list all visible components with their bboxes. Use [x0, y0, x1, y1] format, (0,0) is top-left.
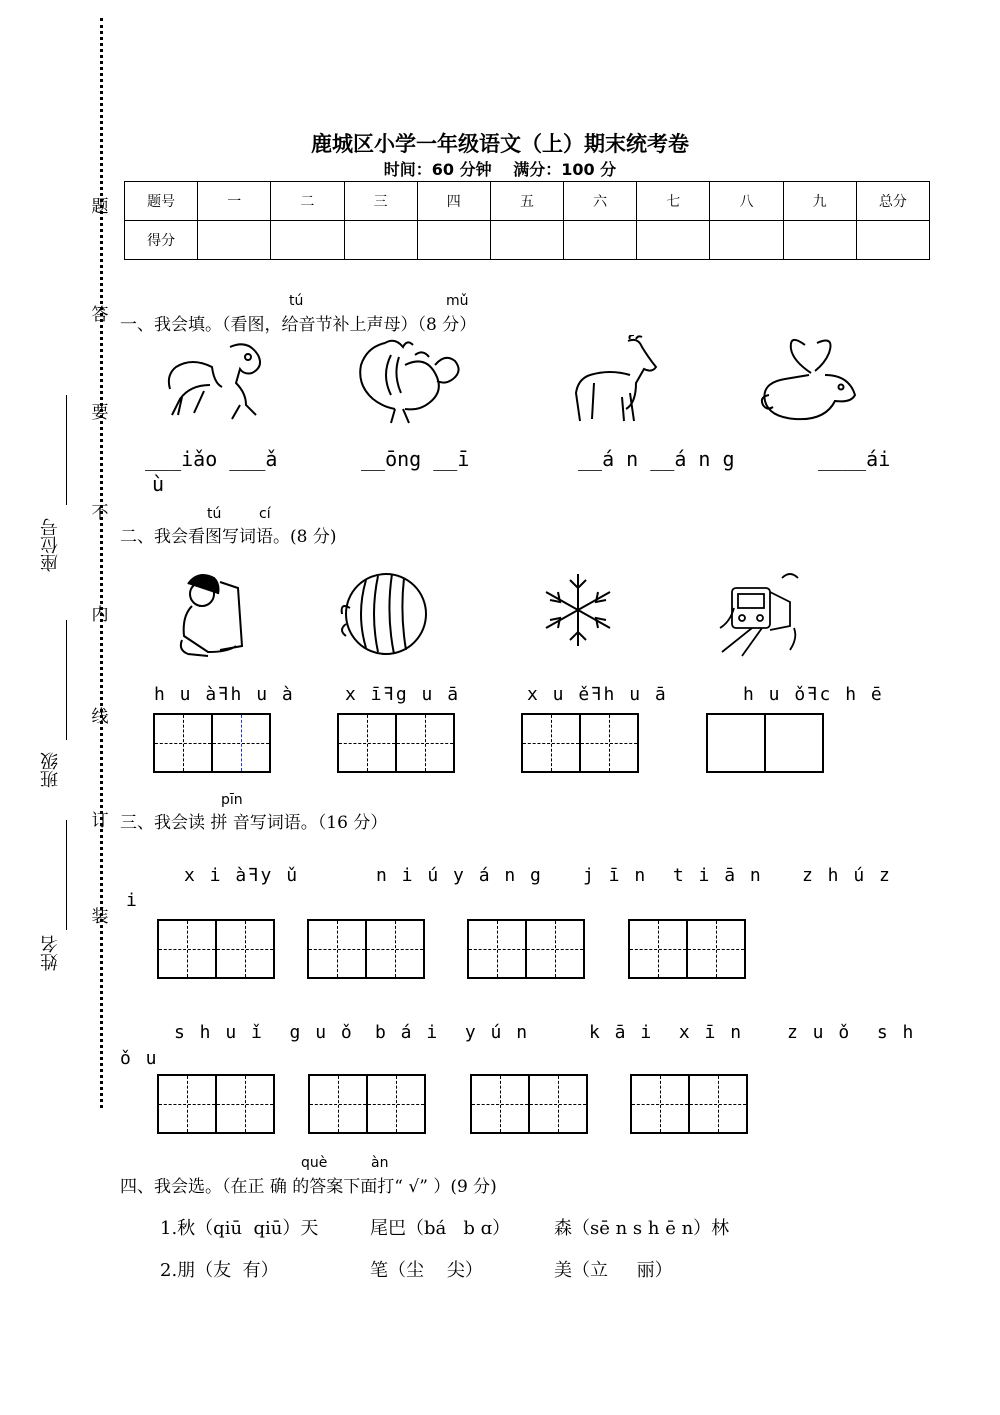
binding-char: 线: [91, 707, 109, 727]
choice-item[interactable]: 美（立 丽）: [554, 1260, 673, 1281]
score-header-cell: 五: [490, 182, 563, 221]
grid-cell[interactable]: [523, 715, 581, 771]
score-cell[interactable]: [344, 221, 417, 260]
watermelon-illustration: [336, 568, 428, 660]
score-cell[interactable]: [637, 221, 710, 260]
grid-cell[interactable]: [159, 1076, 217, 1132]
score-cell[interactable]: [417, 221, 490, 260]
choice-item[interactable]: 2.朋（友 有）: [160, 1260, 279, 1281]
blank-answer[interactable]: ____ái: [818, 447, 891, 471]
writing-grid[interactable]: [153, 713, 271, 773]
binding-char: 订: [91, 811, 109, 831]
score-header-cell: 题号: [125, 182, 198, 221]
score-header-cell: 八: [710, 182, 783, 221]
grid-cell[interactable]: [688, 921, 744, 977]
section3-title: 三、我会读 拼 音写词语。（16 分）: [120, 813, 388, 833]
child-drawing-illustration: [170, 570, 250, 660]
grid-cell[interactable]: [690, 1076, 746, 1132]
class-label: 班级: [40, 752, 61, 788]
goat-illustration: [570, 335, 665, 425]
writing-grid[interactable]: [706, 713, 824, 773]
binding-char: 装: [91, 907, 109, 927]
blank-answer[interactable]: __á n __á n g: [578, 447, 735, 471]
pinyin-prompt: h u ǒꟻc h ē: [743, 684, 884, 705]
grid-cell[interactable]: [310, 1076, 368, 1132]
writing-grid[interactable]: [470, 1074, 588, 1134]
pinyin-overflow: ǒ u: [120, 1048, 159, 1069]
pinyin-prompt: z h ú z: [802, 865, 892, 886]
grid-cell[interactable]: [766, 715, 822, 771]
score-cell[interactable]: [710, 221, 783, 260]
score-cell[interactable]: [783, 221, 856, 260]
writing-grid[interactable]: [467, 919, 585, 979]
writing-grid[interactable]: [157, 1074, 275, 1134]
score-cell[interactable]: [564, 221, 637, 260]
seat-line: [66, 395, 67, 505]
writing-grid[interactable]: [307, 919, 425, 979]
score-header-cell: 一: [198, 182, 271, 221]
grid-cell[interactable]: [159, 921, 217, 977]
score-cell[interactable]: [490, 221, 563, 260]
pinyin-prompt: x īꟻg u ā: [345, 684, 461, 705]
grid-cell[interactable]: [527, 921, 583, 977]
horse-illustration: [160, 335, 275, 425]
pinyin-prompt: x u ěꟻh u ā: [527, 684, 668, 705]
grid-cell[interactable]: [472, 1076, 530, 1132]
score-table: [124, 181, 930, 260]
grid-cell[interactable]: [581, 715, 637, 771]
binding-char: 不: [91, 503, 109, 523]
snowflake-illustration: [538, 570, 618, 650]
score-header-cell: 二: [271, 182, 344, 221]
score-header-cell: 三: [344, 182, 417, 221]
grid-cell[interactable]: [368, 1076, 424, 1132]
binding-char: 内: [91, 605, 109, 625]
grid-cell[interactable]: [530, 1076, 586, 1132]
ruby-pinyin: mǔ: [446, 293, 469, 309]
grid-cell[interactable]: [339, 715, 397, 771]
pinyin-prompt: z u ǒ s h: [787, 1022, 916, 1043]
blank-answer[interactable]: __ōng __ī: [361, 447, 470, 471]
ruby-pinyin: tú: [207, 506, 222, 522]
score-cell[interactable]: [856, 221, 929, 260]
name-label: 姓名: [40, 935, 61, 971]
pinyin-prompt: b á i y ú n: [375, 1022, 530, 1043]
ruby-pinyin: pīn: [221, 792, 243, 808]
binding-dotted-line: [100, 18, 103, 1108]
choice-item[interactable]: 尾巴（bá b ɑ）: [370, 1218, 511, 1239]
rabbit-illustration: [755, 335, 865, 425]
pinyin-prompt: n i ú y á n g: [376, 865, 543, 886]
grid-cell[interactable]: [469, 921, 527, 977]
section1-title: 一、我会填。（看图，给音节补上声母）（8 分）: [120, 315, 477, 335]
score-header-cell: 四: [417, 182, 490, 221]
writing-grid[interactable]: [337, 713, 455, 773]
pinyin-prompt: h u àꟻh u à: [154, 684, 295, 705]
writing-grid[interactable]: [521, 713, 639, 773]
section4-title: 四、我会选。（在正 确 的答案下面打“ √” ）(9 分): [120, 1177, 497, 1197]
name-line: [66, 820, 67, 930]
score-header-cell: 九: [783, 182, 856, 221]
binding-char: 题: [91, 197, 109, 217]
choice-item[interactable]: 1.秋（qiū qiū）天: [160, 1218, 319, 1239]
blank-answer-overflow: ù: [152, 472, 165, 496]
ruby-pinyin: tú: [289, 293, 304, 309]
writing-grid[interactable]: [630, 1074, 748, 1134]
rooster-illustration: [355, 335, 470, 425]
class-line: [66, 620, 67, 740]
writing-grid[interactable]: [628, 919, 746, 979]
grid-cell[interactable]: [217, 921, 273, 977]
score-header-cell: 六: [564, 182, 637, 221]
grid-cell[interactable]: [217, 1076, 273, 1132]
grid-cell[interactable]: [309, 921, 367, 977]
writing-grid[interactable]: [308, 1074, 426, 1134]
grid-cell[interactable]: [632, 1076, 690, 1132]
score-row-label: 得分: [125, 221, 198, 260]
page-title: 鹿城区小学一年级语文（上）期末统考卷: [311, 132, 689, 156]
score-cell[interactable]: [198, 221, 271, 260]
ruby-pinyin: cí: [259, 506, 271, 522]
writing-grid[interactable]: [157, 919, 275, 979]
score-header-cell: 七: [637, 182, 710, 221]
ruby-pinyin: àn: [371, 1155, 389, 1171]
pinyin-prompt: k ā i x ī n: [589, 1022, 744, 1043]
blank-answer[interactable]: ___iǎo ___ǎ: [145, 447, 278, 471]
score-header-row: [125, 182, 930, 221]
grid-cell[interactable]: [367, 921, 423, 977]
section2-title: 二、我会看图写词语。(8 分): [120, 527, 337, 547]
grid-cell[interactable]: [630, 921, 688, 977]
pinyin-overflow: i: [126, 890, 139, 911]
train-illustration: [712, 568, 802, 658]
grid-cell[interactable]: [213, 715, 269, 771]
score-row: [125, 221, 930, 260]
pinyin-prompt: x i àꟻy ǔ: [184, 865, 300, 886]
choice-item[interactable]: 森（sē n s h ē n）林: [554, 1218, 730, 1239]
pinyin-prompt: j ī n t i ā n: [583, 865, 763, 886]
pinyin-prompt: s h u ǐ g u ǒ: [174, 1022, 354, 1043]
grid-cell[interactable]: [155, 715, 213, 771]
ruby-pinyin: què: [301, 1155, 328, 1171]
binding-char: 答: [91, 305, 109, 325]
seat-label: 座位号: [40, 518, 61, 572]
grid-cell[interactable]: [397, 715, 453, 771]
page-subtitle: 时间：60 分钟 满分：100 分: [383, 160, 617, 179]
binding-char: 要: [91, 403, 109, 423]
score-cell[interactable]: [271, 221, 344, 260]
choice-item[interactable]: 笔（尘 尖）: [370, 1260, 483, 1281]
grid-cell[interactable]: [708, 715, 766, 771]
score-header-cell: 总分: [856, 182, 929, 221]
